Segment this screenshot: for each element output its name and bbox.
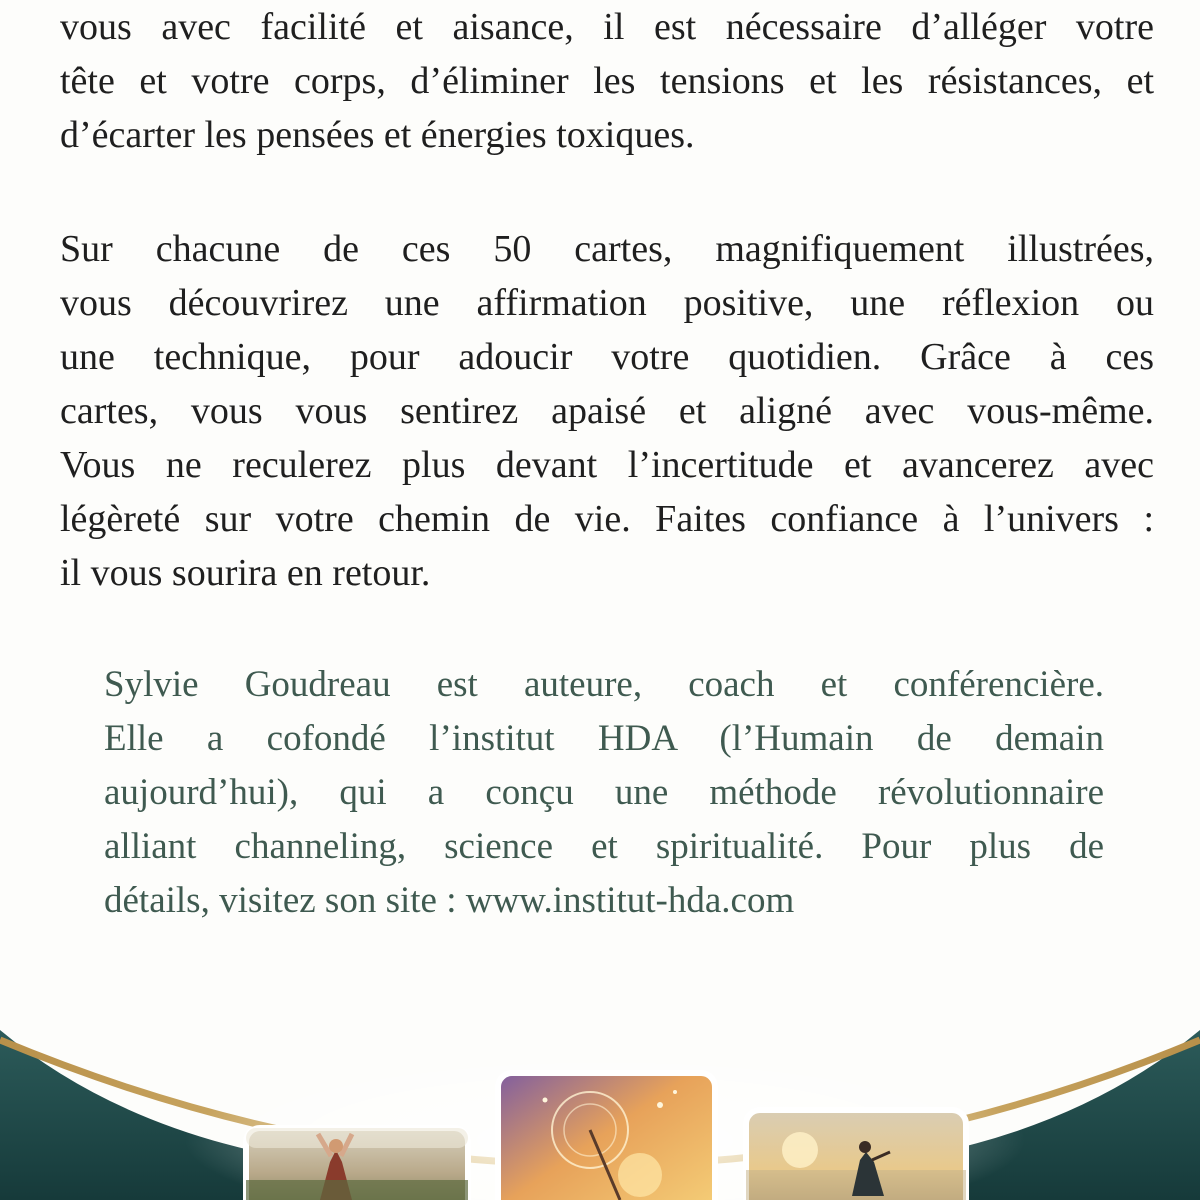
author-bio-line: détails, visitez son site : www.institut-hda.com — [104, 880, 795, 921]
card-dandelion-sunset — [498, 1073, 715, 1200]
author-bio-line: Elle a cofondé l’institut HDA (l’Humain de demain — [104, 718, 1104, 759]
card-glow — [185, 1050, 1025, 1200]
description-paragraph — [60, 222, 1154, 600]
description-line: Sur chacune de ces 50 cartes, magnifiquement illustrées, — [60, 228, 1154, 270]
gold-arc — [0, 1040, 1200, 1165]
description-line: Vous ne reculerez plus devant l’incertitude et avancerez avec — [60, 444, 1154, 486]
author-bio-line: aujourd’hui), qui a conçu une méthode révolutionnaire — [104, 772, 1104, 813]
description-line: vous découvrirez une affirmation positive, une réflexion ou — [60, 282, 1154, 324]
description-line: il vous sourira en retour. — [60, 552, 431, 594]
teal-corner-left — [0, 1030, 300, 1200]
description-line: une technique, pour adoucir votre quotidien. Grâce à ces — [60, 336, 1154, 378]
teal-corner-right — [900, 1030, 1200, 1200]
description-line: cartes, vous vous sentirez apaisé et aligné avec vous-même. — [60, 390, 1154, 432]
description-line: légèreté sur votre chemin de vie. Faites confiance à l’univers : — [60, 498, 1154, 540]
card-raised-arms — [246, 1128, 468, 1200]
intro-line: tête et votre corps, d’éliminer les tensions et les résistances, et — [60, 60, 1154, 102]
author-bio-paragraph — [104, 658, 1104, 928]
intro-line: d’écarter les pensées et énergies toxiques. — [60, 114, 695, 156]
author-bio-line: alliant channeling, science et spiritualité. Pour plus de — [104, 826, 1104, 867]
card-beach-woman — [746, 1110, 966, 1200]
author-bio-line: Sylvie Goudreau est auteure, coach et conférencière. — [104, 664, 1104, 705]
intro-paragraph — [60, 0, 1154, 162]
intro-line: vous avec facilité et aisance, il est nécessaire d’alléger votre — [60, 6, 1154, 48]
